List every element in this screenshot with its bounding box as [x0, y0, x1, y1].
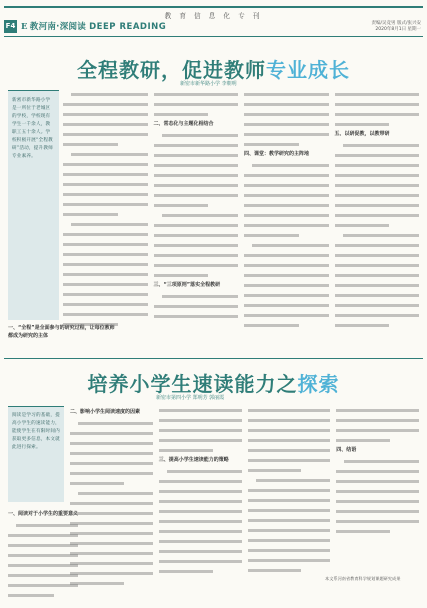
article2-headline: [0, 368, 427, 397]
article1-byline: 新密市新华路小学 李朝明: [180, 81, 237, 87]
body-text-line: [248, 426, 331, 434]
body-text-line: [248, 456, 331, 464]
body-text-line: [248, 476, 331, 484]
page-number-badge: F4: [4, 20, 17, 33]
body-text-line: [335, 211, 420, 219]
article2-column: [70, 406, 153, 600]
body-text-line: [335, 100, 420, 108]
body-text-line: [8, 591, 78, 599]
body-text-line: [244, 291, 329, 299]
body-text-line: [154, 302, 239, 310]
article2-subheading: 三、提高小学生速读能力的策略: [158, 457, 229, 463]
body-text-line: [70, 419, 153, 427]
article2-summary-text: 阅读是学习的基础，提高小学生的速读能力，能使学生在有限时间内获取更多信息，本文就此进行探索。: [12, 413, 60, 450]
body-text-line: [63, 130, 148, 138]
issue-date: 2020年8月1日 星期一: [375, 27, 421, 32]
page-masthead: [0, 0, 427, 40]
body-text-line: [335, 261, 420, 269]
body-text-line: [159, 497, 242, 505]
article2-column: [336, 406, 419, 600]
body-text-line: [63, 170, 148, 178]
body-text-line: [248, 436, 331, 444]
body-text-line: [70, 469, 153, 477]
body-text-line: [159, 436, 242, 444]
section-letter: E: [21, 22, 28, 32]
body-text-line: [70, 499, 153, 507]
body-text-line: [154, 201, 239, 209]
body-text-line: [335, 241, 420, 249]
body-text-line: [335, 90, 420, 98]
section-name-english: DEEP READING: [89, 22, 167, 32]
body-text-line: [63, 120, 148, 128]
body-text-line: [248, 566, 331, 574]
article2-headline-highlight: 探索: [297, 372, 340, 396]
body-text-line: [154, 151, 239, 159]
body-text-line: [335, 291, 420, 299]
body-text-line: [159, 537, 242, 545]
issue-editor: 责编/吴竞男 版式/张兴安: [371, 21, 421, 26]
body-text-line: [154, 100, 239, 108]
body-text-line: [248, 506, 331, 514]
body-text-line: [335, 221, 420, 229]
body-text-line: [335, 141, 420, 149]
body-text-line: [335, 231, 420, 239]
body-text-line: [336, 426, 419, 434]
article1-headline: [0, 54, 427, 83]
body-text-line: [63, 290, 148, 298]
body-text-line: [335, 271, 420, 279]
body-text-line: [248, 496, 331, 504]
body-text-line: [335, 321, 420, 329]
body-text-line: [248, 546, 331, 554]
article2-column: [248, 406, 331, 600]
body-text-line: [244, 181, 329, 189]
body-text-line: [244, 161, 329, 169]
body-text-line: [63, 90, 148, 98]
section-name: 教河南·深阅读: [29, 22, 87, 32]
body-text-line: [244, 140, 329, 148]
body-text-line: [335, 281, 420, 289]
body-text-line: [8, 531, 78, 539]
article-divider: [4, 358, 423, 359]
body-text-line: [70, 449, 153, 457]
body-text-line: [154, 221, 239, 229]
body-text-line: [336, 457, 419, 465]
body-text-line: [63, 110, 148, 118]
body-text-line: [335, 251, 420, 259]
article1-body: [63, 90, 419, 352]
body-text-line: [154, 271, 239, 279]
body-text-line: [70, 539, 153, 547]
body-text-line: [248, 536, 331, 544]
body-text-line: [70, 559, 153, 567]
body-text-line: [159, 406, 242, 414]
body-text-line: [159, 446, 242, 454]
body-text-line: [248, 406, 331, 414]
body-text-line: [335, 151, 420, 159]
article2-body: [70, 406, 419, 600]
body-text-line: [63, 150, 148, 158]
body-text-line: [154, 312, 239, 320]
article1-headline-highlight: 专业成长: [266, 58, 350, 82]
body-text-line: [244, 100, 329, 108]
body-text-line: [8, 561, 78, 569]
body-text-line: [70, 549, 153, 557]
body-text-line: [63, 210, 148, 218]
body-text-line: [70, 519, 153, 527]
body-text-line: [63, 220, 148, 228]
body-text-line: [248, 446, 331, 454]
article1-subheading: 二、常态化与主题化相结合: [153, 121, 214, 127]
body-text-line: [248, 486, 331, 494]
body-text-line: [248, 526, 331, 534]
article1-summary-text: 新密市新华路小学是一所位于老城区的学校，学校现有学生一千余人，教职工五十余人。学校积极开展“全程教研”活动，提升教师专业素养。: [12, 98, 53, 159]
body-text-line: [63, 260, 148, 268]
article2-summary-box: [8, 406, 64, 502]
body-text-line: [336, 527, 419, 535]
body-text-line: [336, 507, 419, 515]
body-text-line: [244, 201, 329, 209]
body-text-line: [335, 191, 420, 199]
body-text-line: [154, 141, 239, 149]
body-text-line: [154, 191, 239, 199]
body-text-line: [70, 489, 153, 497]
body-text-line: [159, 426, 242, 434]
body-text-line: [154, 90, 239, 98]
body-text-line: [159, 547, 242, 555]
article2-subheading: 一、阅读对于小学生的重要意义: [8, 511, 79, 517]
body-text-line: [244, 251, 329, 259]
body-text-line: [63, 180, 148, 188]
body-text-line: [335, 311, 420, 319]
article1-column: [154, 90, 239, 352]
masthead-top-rule: [4, 6, 423, 8]
masthead-motto: 教 育 信 息 化 专 刊: [164, 12, 263, 20]
body-text-line: [63, 160, 148, 168]
body-text-line: [154, 231, 239, 239]
body-text-line: [63, 200, 148, 208]
body-text-line: [335, 161, 420, 169]
body-text-line: [8, 581, 78, 589]
body-text-line: [70, 509, 153, 517]
body-text-line: [154, 171, 239, 179]
body-text-line: [244, 191, 329, 199]
body-text-line: [336, 477, 419, 485]
issue-info: [372, 21, 421, 33]
body-text-line: [70, 479, 153, 487]
body-text-line: [159, 557, 242, 565]
body-text-line: [159, 477, 242, 485]
article1-headline-main: 全程教研，促进教师: [77, 58, 266, 82]
article1-summary-box: [8, 90, 59, 320]
body-text-line: [70, 529, 153, 537]
body-text-line: [63, 100, 148, 108]
body-text-line: [63, 190, 148, 198]
body-text-line: [336, 436, 419, 444]
body-text-line: [336, 487, 419, 495]
body-text-line: [335, 171, 420, 179]
body-text-line: [159, 487, 242, 495]
body-text-line: [336, 517, 419, 525]
body-text-line: [154, 261, 239, 269]
body-text-line: [159, 416, 242, 424]
body-text-line: [336, 467, 419, 475]
body-text-line: [244, 231, 329, 239]
body-text-line: [63, 250, 148, 258]
body-text-line: [159, 527, 242, 535]
body-text-line: [244, 120, 329, 128]
body-text-line: [63, 320, 148, 328]
article1-subheading: 四、课堂：教学研究的主阵地: [244, 151, 310, 157]
body-text-line: [154, 292, 239, 300]
body-text-line: [154, 131, 239, 139]
body-text-line: [335, 110, 420, 118]
body-text-line: [159, 467, 242, 475]
article2-left-column: [8, 508, 79, 600]
body-text-line: [335, 201, 420, 209]
body-text-line: [63, 270, 148, 278]
body-text-line: [70, 579, 153, 587]
body-text-line: [8, 551, 78, 559]
body-text-line: [63, 280, 148, 288]
article2-subheading: 二、影响小学生阅读速度的因素: [70, 409, 141, 415]
body-text-line: [244, 311, 329, 319]
body-text-line: [63, 300, 148, 308]
article1-column: [63, 90, 148, 352]
body-text-line: [335, 301, 420, 309]
body-text-line: [154, 161, 239, 169]
body-text-line: [63, 310, 148, 318]
article2-subheading: 四、结语: [336, 447, 357, 453]
body-text-line: [154, 251, 239, 259]
body-text-line: [8, 541, 78, 549]
body-text-line: [244, 301, 329, 309]
body-text-line: [244, 130, 329, 138]
article2-footnote: 本文系河南省教育科学规划课题研究成果: [325, 576, 401, 581]
body-text-line: [70, 439, 153, 447]
article1-pull-quote: 一、“全程”是全面参与的研究过程，让每位教师都成为研究的主体: [8, 325, 115, 339]
body-text-line: [70, 569, 153, 577]
body-text-line: [8, 521, 78, 529]
body-text-line: [244, 281, 329, 289]
body-text-line: [248, 416, 331, 424]
section-title: [21, 20, 166, 33]
body-text-line: [244, 110, 329, 118]
article2-byline: 新密市第四小学 郑明芳 郭丽霞: [156, 395, 225, 401]
body-text-line: [244, 221, 329, 229]
body-text-line: [336, 497, 419, 505]
article1-column: [335, 90, 420, 352]
body-text-line: [335, 120, 420, 128]
body-text-line: [244, 261, 329, 269]
article2-column: [8, 508, 78, 600]
body-text-line: [335, 181, 420, 189]
body-text-line: [154, 211, 239, 219]
body-text-line: [244, 241, 329, 249]
body-text-line: [70, 459, 153, 467]
body-text-line: [154, 181, 239, 189]
body-text-line: [63, 240, 148, 248]
masthead-bottom-rule: [4, 36, 423, 37]
body-text-line: [159, 517, 242, 525]
body-text-line: [244, 271, 329, 279]
body-text-line: [70, 429, 153, 437]
body-text-line: [244, 211, 329, 219]
body-text-line: [154, 241, 239, 249]
body-text-line: [336, 416, 419, 424]
body-text-line: [336, 406, 419, 414]
article1-subheading: 三、“三项原则”落实全程教研: [153, 282, 221, 288]
body-text-line: [63, 230, 148, 238]
article1-column: [244, 90, 329, 352]
article2-column: [159, 406, 242, 600]
body-text-line: [244, 171, 329, 179]
article2-headline-main: 培养小学生速读能力之: [87, 372, 298, 396]
body-text-line: [244, 90, 329, 98]
article1-subheading: 五、以研促教，以教带研: [334, 131, 390, 137]
body-text-line: [63, 140, 148, 148]
body-text-line: [154, 110, 239, 118]
body-text-line: [248, 556, 331, 564]
body-text-line: [244, 321, 329, 329]
body-text-line: [248, 516, 331, 524]
body-text-line: [159, 507, 242, 515]
body-text-line: [8, 571, 78, 579]
body-text-line: [248, 466, 331, 474]
body-text-line: [159, 567, 242, 575]
